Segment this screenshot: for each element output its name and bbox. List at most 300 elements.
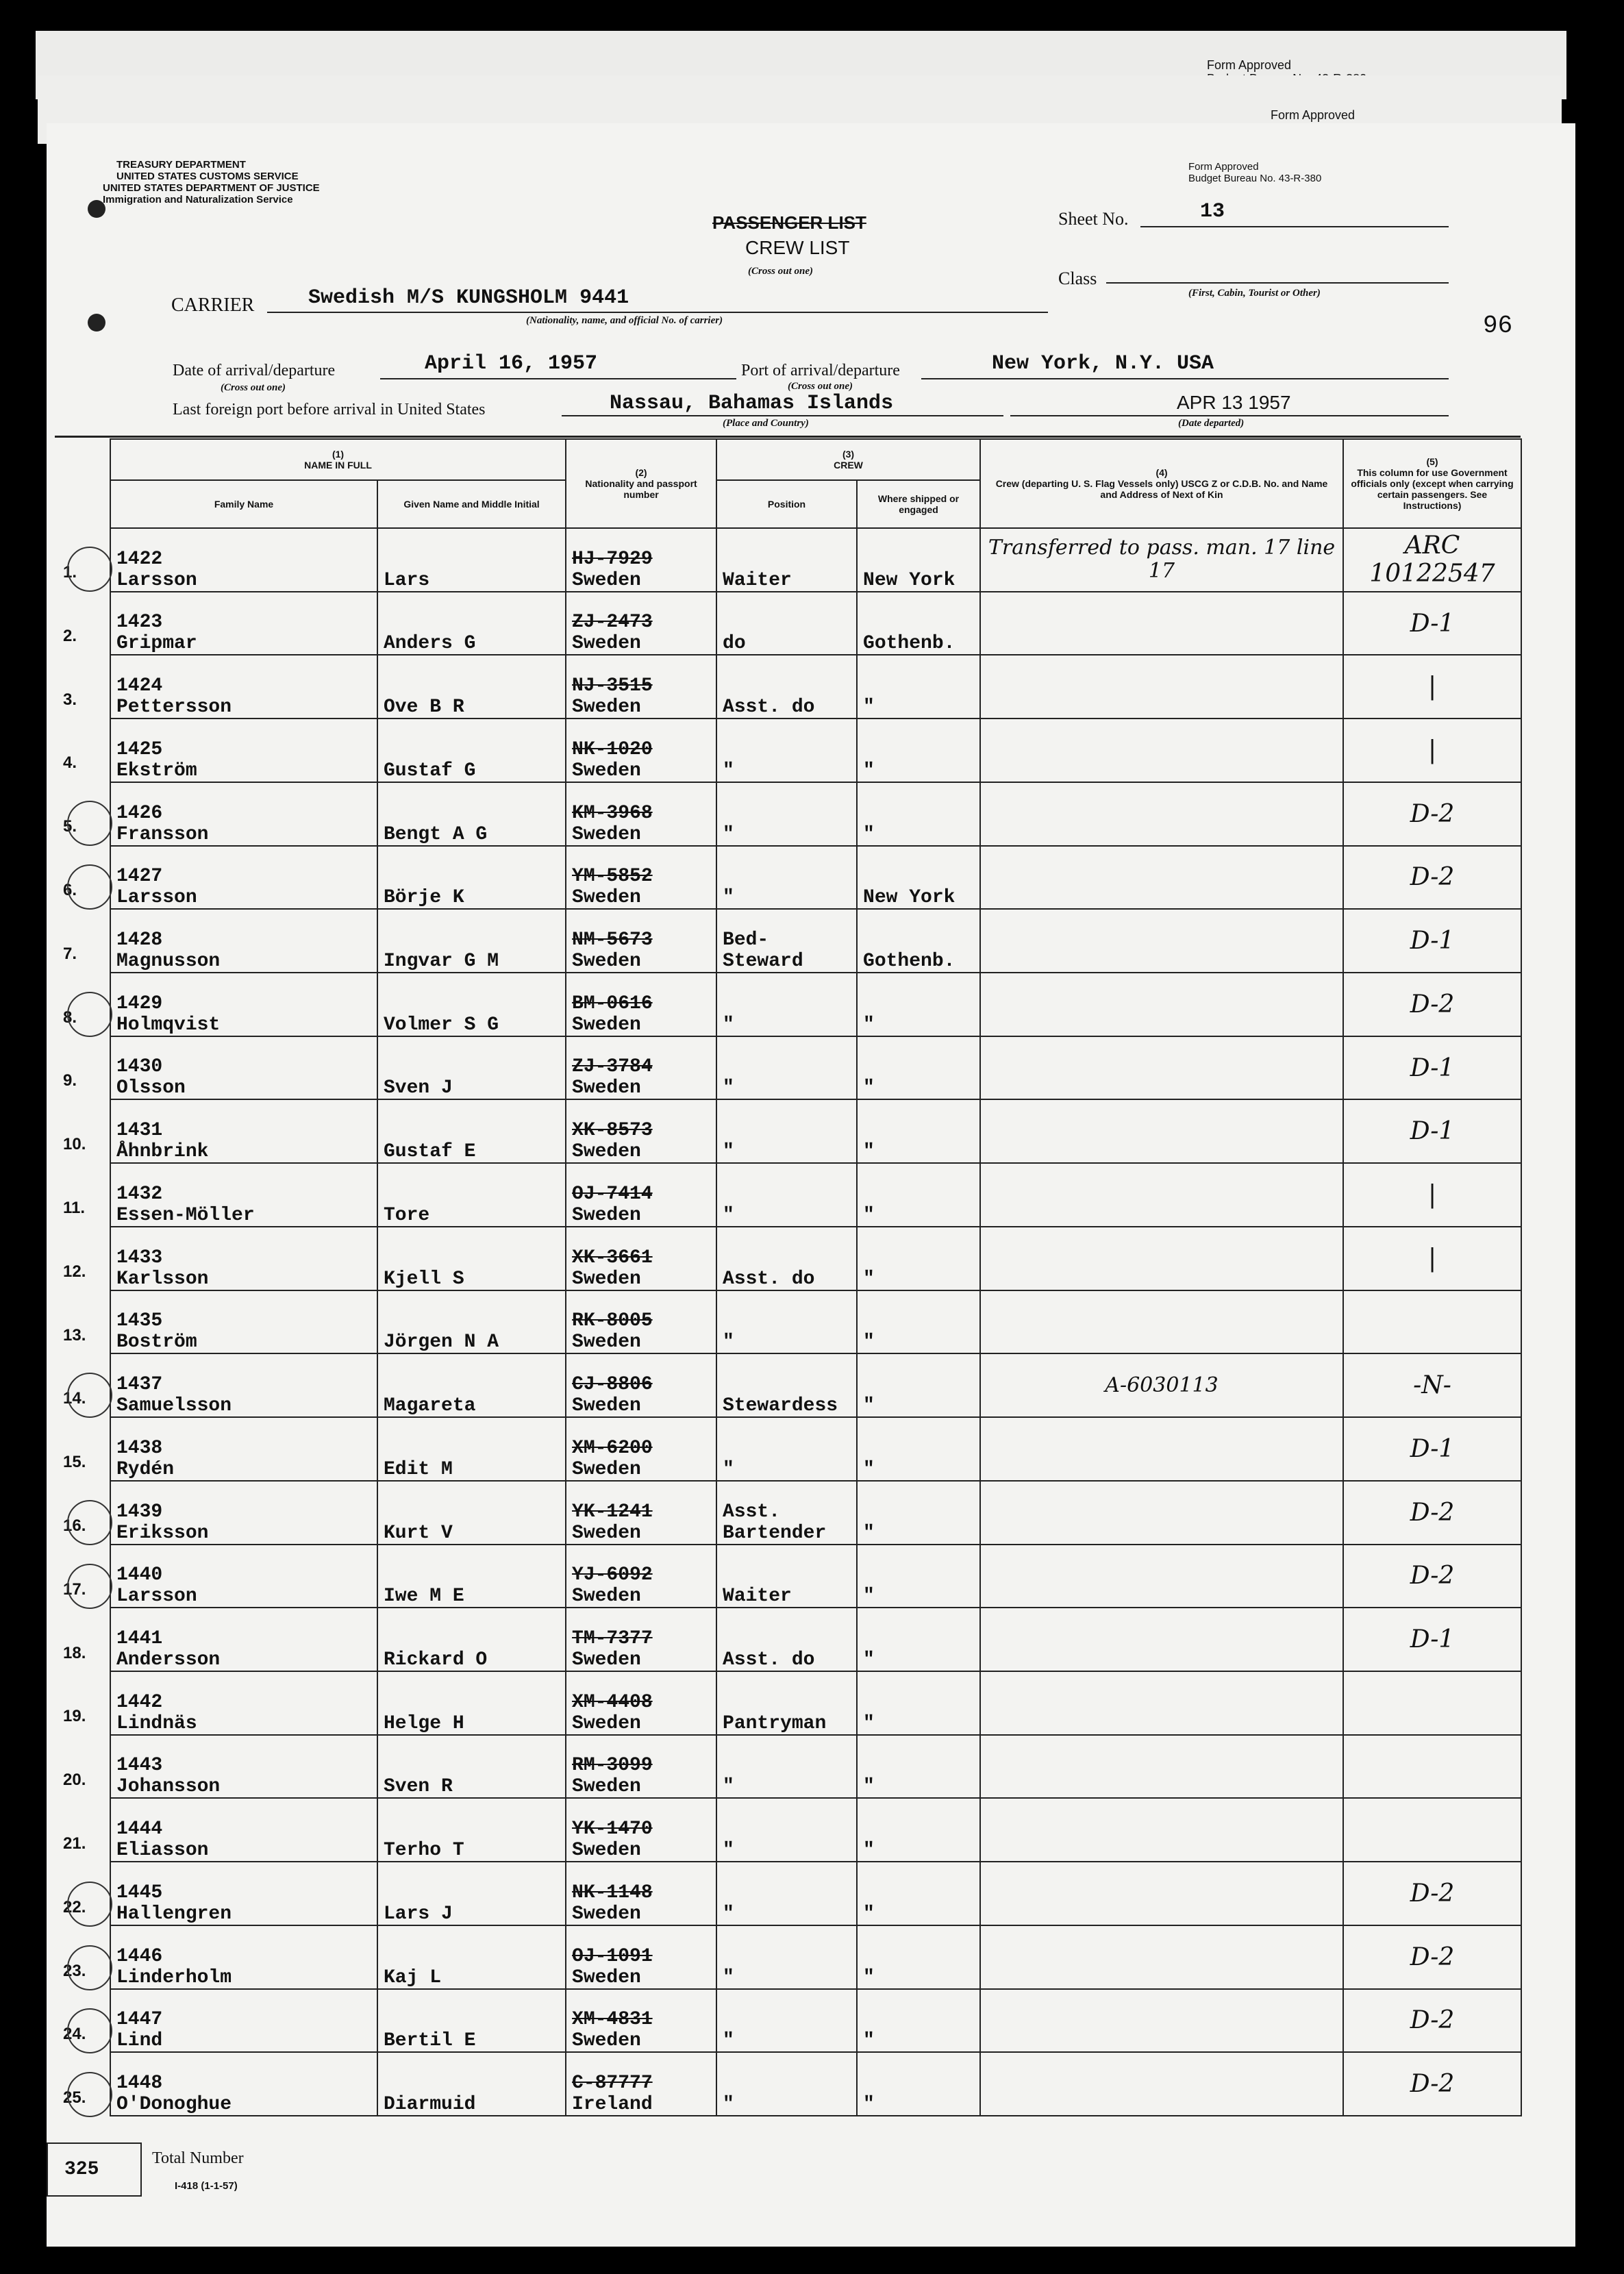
crew-number: 1448 — [116, 2073, 163, 2094]
table-row — [110, 782, 1521, 846]
row-number: 17. — [63, 1579, 86, 1599]
passport-value: Sweden — [572, 2030, 641, 2052]
official-use-cell — [1343, 1862, 1521, 1925]
family-name-cell — [110, 1417, 377, 1481]
position-cell — [716, 973, 857, 1036]
position-value: Waiter — [723, 1586, 792, 1608]
family-name-value: Samuelsson — [116, 1395, 232, 1417]
punch-hole — [88, 314, 105, 332]
shipped-value: " — [863, 1903, 875, 1925]
cross-out-caption: (Cross out one) — [748, 266, 814, 277]
position-cell — [716, 1036, 857, 1100]
given-name-value: Sven J — [384, 1077, 453, 1099]
official-use-value: D-2 — [1410, 799, 1455, 828]
official-use-cell — [1343, 592, 1521, 655]
official-use-cell — [1343, 1227, 1521, 1290]
position-value: " — [723, 1966, 734, 1988]
position-value: " — [723, 1014, 734, 1036]
official-use-cell — [1343, 655, 1521, 719]
given-name-value: Gustaf E — [384, 1141, 476, 1163]
kin-cell — [980, 1671, 1343, 1735]
row-number-circle — [67, 1564, 112, 1609]
row-number-circle — [67, 801, 112, 846]
passport-number: XM-4408 — [572, 1691, 653, 1713]
crew-number: 1422 — [116, 548, 163, 570]
passport-number: C-87777 — [572, 2073, 653, 2094]
passport-number: NK-1148 — [572, 1882, 653, 1903]
shipped-cell — [857, 846, 980, 910]
sheet-no-value: 13 — [1200, 200, 1225, 223]
family-name-value: Boström — [116, 1332, 197, 1353]
row-number: 8. — [63, 1008, 77, 1027]
official-use-value: -N- — [1413, 1371, 1451, 1400]
family-name-value: Fransson — [116, 823, 209, 845]
official-use-cell — [1343, 1163, 1521, 1227]
kin-cell — [980, 1417, 1343, 1481]
family-name-value: O'Donoghue — [116, 2094, 232, 2115]
position-cell — [716, 719, 857, 782]
row-number: 11. — [63, 1199, 86, 1217]
given-name-value: Ove B R — [384, 697, 464, 719]
table-row — [110, 1545, 1521, 1608]
passport-cell — [566, 1163, 716, 1227]
passport-value: Sweden — [572, 1712, 641, 1734]
row-number: 22. — [63, 1897, 86, 1916]
shipped-cell — [857, 1989, 980, 2053]
given-name-value: Iwe M E — [384, 1586, 464, 1608]
col-5-header — [1343, 439, 1521, 528]
row-number: 5. — [63, 817, 77, 836]
date-value: April 16, 1957 — [425, 352, 598, 375]
kin-cell — [980, 1227, 1343, 1290]
family-name-cell — [110, 1608, 377, 1671]
position-cell — [716, 2052, 857, 2116]
total-count: 325 — [64, 2159, 99, 2180]
family-name-cell — [110, 1798, 377, 1862]
table-row — [110, 1735, 1521, 1799]
position-value: Asst. do — [723, 697, 815, 719]
position-value: Bed- Steward — [723, 929, 803, 973]
date-departed-line — [1010, 415, 1449, 416]
table-row — [110, 1798, 1521, 1862]
shipped-value: " — [863, 1204, 875, 1226]
family-name-cell — [110, 1353, 377, 1417]
shipped-cell — [857, 782, 980, 846]
position-cell — [716, 1925, 857, 1989]
carrier-label: CARRIER — [171, 295, 255, 316]
official-use-cell — [1343, 1925, 1521, 1989]
family-name-value: Magnusson — [116, 951, 221, 973]
kin-cell — [980, 1099, 1343, 1163]
given-name-value: Volmer S G — [384, 1014, 499, 1036]
shipped-cell — [857, 1481, 980, 1545]
given-name-cell — [377, 782, 566, 846]
family-name-value: Lindnäs — [116, 1712, 197, 1734]
table-row — [110, 2052, 1521, 2116]
official-use-cell — [1343, 1545, 1521, 1608]
table-row — [110, 1099, 1521, 1163]
given-name-cell — [377, 909, 566, 973]
table-row — [110, 1163, 1521, 1227]
given-name-cell — [377, 1989, 566, 2053]
official-use-cell — [1343, 528, 1521, 592]
position-cell — [716, 1227, 857, 1290]
col-2-title: Nationality and passport number — [585, 478, 697, 500]
passport-number: CJ-8806 — [572, 1374, 653, 1396]
official-use-cell — [1343, 1798, 1521, 1862]
family-name-value: Eliasson — [116, 1840, 209, 1862]
passport-cell — [566, 1545, 716, 1608]
family-name-value: Ekström — [116, 760, 197, 782]
shipped-value: " — [863, 1014, 875, 1036]
passport-value: Sweden — [572, 1332, 641, 1353]
official-use-cell — [1343, 1099, 1521, 1163]
given-name-value: Rickard O — [384, 1649, 488, 1671]
row-number-circle — [67, 547, 112, 592]
row-number: 3. — [63, 690, 77, 709]
official-use-cell — [1343, 2052, 1521, 2116]
shipped-cell — [857, 1227, 980, 1290]
kin-cell — [980, 973, 1343, 1036]
given-name-cell — [377, 592, 566, 655]
passport-cell — [566, 655, 716, 719]
shipped-cell — [857, 592, 980, 655]
passport-value: Sweden — [572, 760, 641, 782]
row-number: 23. — [63, 1961, 86, 1980]
family-name-cell — [110, 973, 377, 1036]
position-cell — [716, 1099, 857, 1163]
given-name-cell — [377, 1353, 566, 1417]
kin-cell — [980, 528, 1343, 592]
position-cell — [716, 1290, 857, 1354]
shipped-value: " — [863, 1966, 875, 1988]
given-name-value: Kaj L — [384, 1966, 442, 1988]
place-caption: (Place and Country) — [723, 418, 809, 429]
kin-cell — [980, 1608, 1343, 1671]
shipped-cell — [857, 528, 980, 592]
passport-number: HJ-7929 — [572, 548, 653, 570]
shipped-value: " — [863, 1776, 875, 1798]
total-count-box — [47, 2142, 142, 2197]
carrier-caption: (Nationality, name, and official No. of carrier) — [526, 315, 723, 326]
shipped-cell — [857, 973, 980, 1036]
kin-cell — [980, 1989, 1343, 2053]
family-name-value: Johansson — [116, 1776, 221, 1798]
shipped-value: " — [863, 1141, 875, 1163]
row-number: 21. — [63, 1834, 86, 1853]
given-name-cell — [377, 846, 566, 910]
given-name-value: Helge H — [384, 1712, 464, 1734]
given-name-value: Edit M — [384, 1458, 453, 1480]
row-number: 20. — [63, 1771, 86, 1790]
passport-value: Sweden — [572, 1776, 641, 1798]
row-number: 24. — [63, 2025, 86, 2044]
passport-cell — [566, 1862, 716, 1925]
kin-cell — [980, 1163, 1343, 1227]
crew-number: 1435 — [116, 1310, 163, 1332]
position-cell — [716, 782, 857, 846]
row-number-circle — [67, 1882, 112, 1927]
family-name-value: Essen-Möller — [116, 1204, 255, 1226]
last-port-label: Last foreign port before arrival in United States — [173, 401, 486, 418]
official-use-value: D-2 — [1410, 863, 1455, 892]
port-label: Port of arrival/departure — [741, 362, 900, 379]
passport-number: YJ-6092 — [572, 1564, 653, 1586]
kin-value: A-6030113 — [1105, 1373, 1219, 1397]
family-name-cell — [110, 1545, 377, 1608]
family-name-cell — [110, 1989, 377, 2053]
port-value: New York, N.Y. USA — [992, 352, 1214, 375]
crew-number: 1447 — [116, 2009, 163, 2031]
position-cell — [716, 1735, 857, 1799]
date-line — [380, 378, 736, 379]
passport-value: Sweden — [572, 1458, 641, 1480]
family-name-cell — [110, 1163, 377, 1227]
passport-cell — [566, 1036, 716, 1100]
family-name-cell — [110, 1671, 377, 1735]
passport-cell — [566, 909, 716, 973]
position-cell — [716, 1353, 857, 1417]
official-use-value: D-1 — [1410, 1117, 1455, 1146]
given-name-cell — [377, 973, 566, 1036]
given-name-cell — [377, 2052, 566, 2116]
shipped-cell — [857, 1099, 980, 1163]
position-value: Asst. Bartender — [723, 1501, 827, 1544]
carrier-line — [267, 312, 1048, 313]
given-name-cell — [377, 1036, 566, 1100]
passport-value: Sweden — [572, 1204, 641, 1226]
given-name-cell — [377, 1862, 566, 1925]
official-use-cell — [1343, 782, 1521, 846]
shipped-header: Where shipped or engaged — [857, 480, 980, 528]
official-use-value: D-2 — [1410, 1562, 1455, 1590]
passport-cell — [566, 1798, 716, 1862]
table-row — [110, 1608, 1521, 1671]
family-name-value: Larsson — [116, 569, 197, 591]
position-value: " — [723, 823, 734, 845]
kin-cell — [980, 592, 1343, 655]
official-use-value: D-1 — [1410, 1053, 1455, 1082]
official-use-value: D-1 — [1410, 1434, 1455, 1463]
col-1-number: (1) — [332, 449, 345, 460]
given-name-cell — [377, 1671, 566, 1735]
shipped-cell — [857, 1798, 980, 1862]
col-1-header — [110, 439, 566, 480]
family-name-value: Karlsson — [116, 1268, 209, 1290]
given-name-value: Tore — [384, 1204, 430, 1226]
passport-cell — [566, 1989, 716, 2053]
family-name-cell — [110, 2052, 377, 2116]
dept-line-4: Immigration and Naturalization Service — [103, 194, 293, 205]
given-name-cell — [377, 655, 566, 719]
given-name-value: Diarmuid — [384, 2094, 476, 2115]
crew-number: 1440 — [116, 1564, 163, 1586]
crew-number: 1438 — [116, 1437, 163, 1459]
family-name-cell — [110, 719, 377, 782]
row-number-circle — [67, 2072, 112, 2117]
passport-value: Sweden — [572, 823, 641, 845]
date-departed-stamp: APR 13 1957 — [1177, 392, 1291, 413]
position-cell — [716, 528, 857, 592]
row-number: 16. — [63, 1516, 86, 1535]
given-name-value: Terho T — [384, 1840, 464, 1862]
row-number: 12. — [63, 1262, 86, 1281]
official-use-value: | — [1427, 1181, 1437, 1210]
shipped-cell — [857, 655, 980, 719]
position-value: " — [723, 1776, 734, 1798]
shipped-value: New York — [863, 887, 955, 909]
position-cell — [716, 592, 857, 655]
shipped-value: " — [863, 1712, 875, 1734]
position-value: do — [723, 633, 746, 655]
shipped-value: " — [863, 2030, 875, 2052]
family-name-cell — [110, 655, 377, 719]
shipped-value: " — [863, 1332, 875, 1353]
crew-number: 1431 — [116, 1120, 163, 1142]
crew-number: 1433 — [116, 1247, 163, 1269]
family-name-cell — [110, 528, 377, 592]
kin-cell — [980, 1925, 1343, 1989]
official-use-cell — [1343, 1353, 1521, 1417]
row-number: 13. — [63, 1325, 86, 1345]
shipped-cell — [857, 1353, 980, 1417]
kin-cell — [980, 1353, 1343, 1417]
family-name-header: Family Name — [110, 480, 377, 528]
position-value: " — [723, 1458, 734, 1480]
col-5-title: This column for use Government officials only (except when carrying certain passengers. See Instructions) — [1351, 467, 1514, 511]
position-value: " — [723, 1141, 734, 1163]
crew-number: 1442 — [116, 1691, 163, 1713]
passport-cell — [566, 1925, 716, 1989]
form-number: I-418 (1-1-57) — [175, 2180, 238, 2192]
row-number-circle — [67, 1500, 112, 1545]
shipped-cell — [857, 1608, 980, 1671]
position-value: " — [723, 1903, 734, 1925]
position-cell — [716, 1481, 857, 1545]
official-use-value: D-2 — [1410, 990, 1455, 1019]
passport-value: Ireland — [572, 2094, 653, 2115]
position-value: Asst. do — [723, 1649, 815, 1671]
given-name-value: Ingvar G M — [384, 951, 499, 973]
crew-number: 1424 — [116, 675, 163, 697]
shipped-value: " — [863, 1649, 875, 1671]
col-2-header — [566, 439, 716, 528]
shipped-cell — [857, 1545, 980, 1608]
position-cell — [716, 909, 857, 973]
passport-number: KM-3968 — [572, 802, 653, 824]
given-name-cell — [377, 1735, 566, 1799]
kin-cell — [980, 1036, 1343, 1100]
last-port-value: Nassau, Bahamas Islands — [610, 392, 894, 415]
position-value: Waiter — [723, 569, 792, 591]
table-row — [110, 1925, 1521, 1989]
family-name-value: Åhnbrink — [116, 1141, 209, 1163]
kin-cell — [980, 1290, 1343, 1354]
passport-number: YM-5852 — [572, 866, 653, 888]
table-row — [110, 1227, 1521, 1290]
official-use-value: D-1 — [1410, 927, 1455, 955]
table-row — [110, 592, 1521, 655]
shipped-value: " — [863, 1586, 875, 1608]
family-name-value: Olsson — [116, 1077, 186, 1099]
sheet-no-label: Sheet No. — [1058, 209, 1129, 229]
row-number-circle — [67, 864, 112, 910]
kin-value: Transferred to pass. man. 17 line 17 — [988, 536, 1336, 584]
col-3-number: (3) — [842, 449, 855, 460]
official-use-cell — [1343, 1290, 1521, 1354]
official-use-value: | — [1427, 736, 1437, 765]
shipped-value: New York — [863, 569, 955, 591]
back-sheet-form-approved-2: Form Approved — [1271, 108, 1356, 122]
sheet-no-line — [1140, 226, 1449, 227]
position-value: Stewardess — [723, 1395, 838, 1417]
passport-value: Sweden — [572, 1268, 641, 1290]
row-number: 19. — [63, 1707, 86, 1726]
passport-cell — [566, 719, 716, 782]
shipped-cell — [857, 1290, 980, 1354]
col-5-number: (5) — [1426, 456, 1438, 467]
table-row — [110, 1417, 1521, 1481]
row-number-circle — [67, 992, 112, 1037]
dept-line-2: UNITED STATES CUSTOMS SERVICE — [116, 171, 299, 182]
form-approved: Form Approved — [1188, 161, 1259, 173]
position-value: " — [723, 1204, 734, 1226]
table-row — [110, 1353, 1521, 1417]
row-number: 9. — [63, 1071, 77, 1090]
passport-value: Sweden — [572, 1014, 641, 1036]
position-cell — [716, 1989, 857, 2053]
passport-value: Sweden — [572, 633, 641, 655]
kin-cell — [980, 1545, 1343, 1608]
given-name-value: Bengt A G — [384, 823, 488, 845]
shipped-value: " — [863, 1268, 875, 1290]
official-use-value: | — [1427, 673, 1437, 701]
col-3-header — [716, 439, 980, 480]
passport-number: RK-8005 — [572, 1310, 653, 1332]
shipped-cell — [857, 719, 980, 782]
passport-cell — [566, 528, 716, 592]
given-name-cell — [377, 1417, 566, 1481]
official-use-value: D-2 — [1410, 1879, 1455, 1908]
crew-number: 1444 — [116, 1819, 163, 1840]
department-heading — [103, 159, 320, 205]
official-use-value: D-2 — [1410, 2006, 1455, 2035]
class-label: Class — [1058, 268, 1097, 288]
position-cell — [716, 1163, 857, 1227]
family-name-value: Larsson — [116, 887, 197, 909]
table-row — [110, 1290, 1521, 1354]
crew-number: 1445 — [116, 1882, 163, 1903]
official-use-cell — [1343, 719, 1521, 782]
class-caption: (First, Cabin, Tourist or Other) — [1188, 288, 1321, 299]
family-name-cell — [110, 1099, 377, 1163]
official-use-cell — [1343, 1036, 1521, 1100]
given-name-header: Given Name and Middle Initial — [377, 480, 566, 528]
passport-cell — [566, 1290, 716, 1354]
given-name-value: Kjell S — [384, 1268, 464, 1290]
passport-cell — [566, 1099, 716, 1163]
passport-number: XK-8573 — [572, 1120, 653, 1142]
table-row — [110, 909, 1521, 973]
passport-number: XM-6200 — [572, 1437, 653, 1459]
passenger-list-struck: PASSENGER LIST — [712, 212, 866, 233]
family-name-value: Rydén — [116, 1458, 175, 1480]
dept-line-3: UNITED STATES DEPARTMENT OF JUSTICE — [103, 182, 320, 194]
family-name-cell — [110, 782, 377, 846]
col-3-title: CREW — [834, 460, 863, 471]
crew-number: 1441 — [116, 1627, 163, 1649]
shipped-cell — [857, 1163, 980, 1227]
